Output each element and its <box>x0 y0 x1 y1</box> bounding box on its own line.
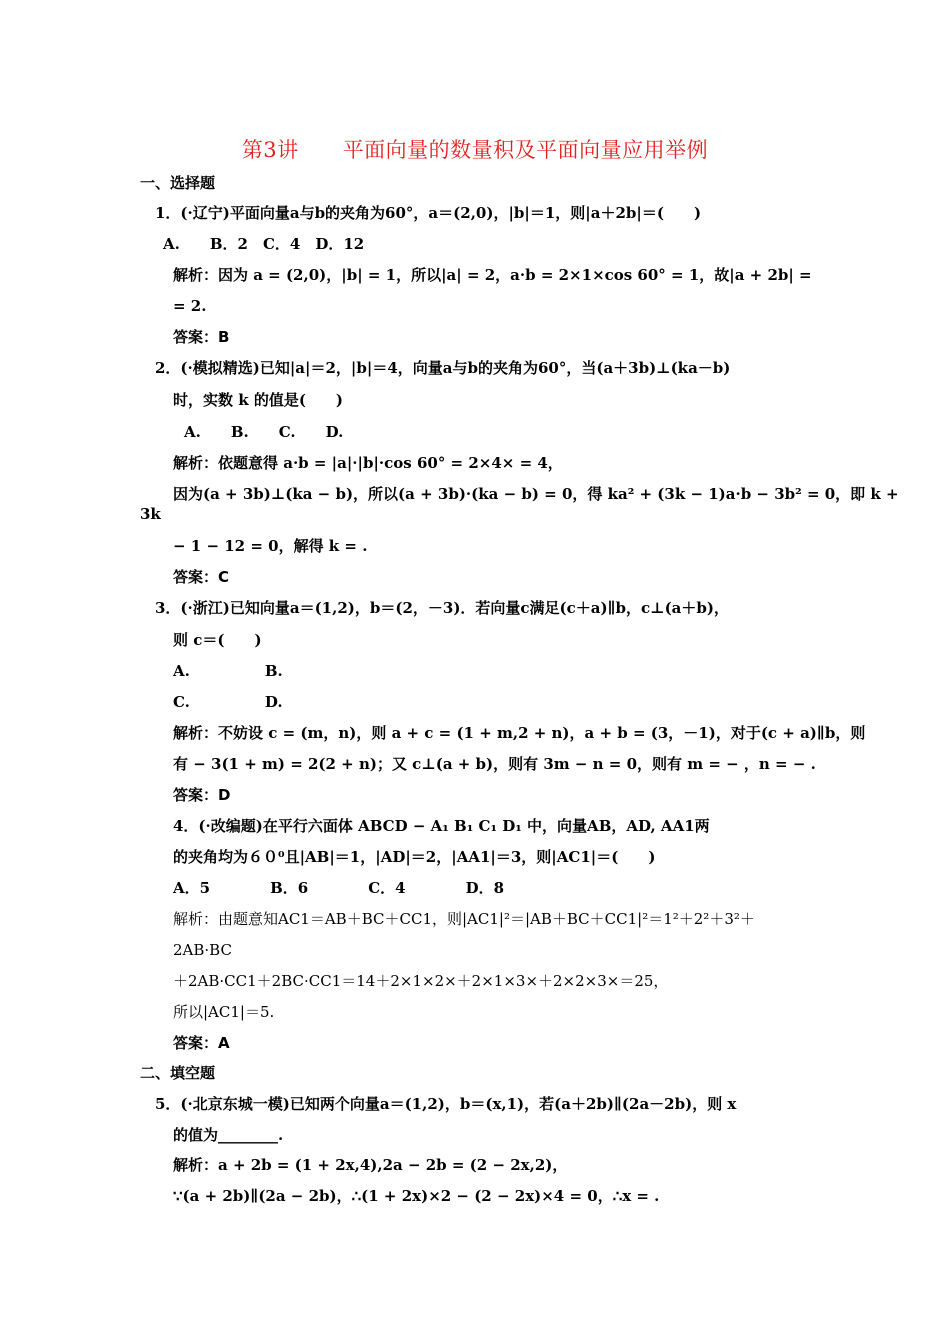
answer-line: 答案：D <box>173 786 231 804</box>
text-line: 4．(·改编题)在平行六面体 ABCD − A₁ B₁ C₁ D₁ 中，向量AB，AD, AA1两 <box>173 817 710 835</box>
text-line: 3k <box>140 505 161 523</box>
lesson-topic: 平面向量的数量积及平面向量应用举例 <box>342 138 709 162</box>
text-line: ＋2AB·CC1＋2BC·CC1＝14＋2×1×2×＋2×1×3×＋2×2×3×＝25， <box>173 972 669 990</box>
text-line: 解析：因为 a = (2,0)，|b| = 1，所以|a| = 2，a·b = 2×1×cos 60° = 1，故|a + 2b| = <box>173 266 812 284</box>
text-line: 3．(·浙江)已知向量a＝(1,2)，b＝(2，－3)．若向量c满足(c＋a)∥b，c⊥(a＋b)， <box>155 599 729 617</box>
text-line: = 2. <box>173 297 207 315</box>
text-line: 则 c＝( ) <box>173 631 262 649</box>
section-heading: 二、填空题 <box>140 1064 216 1082</box>
section-heading: 一、选择题 <box>140 174 216 192</box>
answer-line: 答案：B <box>173 328 230 346</box>
answer-line: 答案：C <box>173 568 230 586</box>
text-line: − 1 − 12 = 0，解得 k = . <box>173 537 368 555</box>
text-line: 2．(·模拟精选)已知|a|＝2，|b|＝4，向量a与b的夹角为60°，当(a＋3b)⊥(ka－b) <box>155 359 731 377</box>
text-line: 解析：由题意知AC1＝AB＋BC＋CC1，则|AC1|²＝|AB＋BC＋CC1|²＝1²＋2²＋3²＋ <box>173 910 755 928</box>
text-line: 解析：依题意得 a·b = |a|·|b|·cos 60° = 2×4× = 4， <box>173 454 563 472</box>
text-line: A. B．2 C．4 D．12 <box>163 235 365 253</box>
text-line: 5．(·北京东城一模)已知两个向量a＝(1,2)，b＝(x,1)，若(a＋2b)∥(2a－2b)，则 x <box>155 1095 737 1113</box>
text-line: 因为(a + 3b)⊥(ka − b)，所以(a + 3b)·(ka − b) = 0，得 ka² + (3k − 1)a·b − 3b² = 0，即 k + <box>173 485 899 503</box>
text-line: 的夹角均为６０⁰且|AB|＝1，|AD|＝2，|AA1|＝3，则|AC1|＝( ) <box>173 848 656 866</box>
page-title <box>0 134 950 164</box>
text-line: 有 − 3(1 + m) = 2(2 + n)；又 c⊥(a + b)，则有 3m − n = 0，则有 m = − ，n = − . <box>173 755 816 773</box>
text-line: 的值为________. <box>173 1126 284 1144</box>
answer-line: 答案：A <box>173 1034 230 1052</box>
text-line: 2AB·BC <box>173 941 232 959</box>
text-line: 1．(·辽宁)平面向量a与b的夹角为60°，a＝(2,0)，|b|＝1，则|a＋2b|＝( ) <box>155 204 702 222</box>
text-line: C. D. <box>173 693 283 711</box>
text-line: 所以|AC1|＝5. <box>173 1003 275 1021</box>
lesson-number: 第3讲 <box>241 138 299 162</box>
text-line: A. B. <box>173 662 283 680</box>
text-line: ∵(a + 2b)∥(2a − 2b)，∴(1 + 2x)×2 − (2 − 2x)×4 = 0，∴x = . <box>173 1187 660 1205</box>
text-line: A．5 B．6 C．4 D．8 <box>173 879 505 897</box>
text-line: A. B. C. D. <box>184 423 344 441</box>
text-line: 解析：不妨设 c = (m，n)，则 a + c = (1 + m,2 + n)，a + b = (3，－1)，对于(c + a)∥b，则 <box>173 724 866 742</box>
text-line: 时，实数 k 的值是( ) <box>173 391 344 409</box>
text-line: 解析：a + 2b = (1 + 2x,4),2a − 2b = (2 − 2x,2)， <box>173 1156 568 1174</box>
